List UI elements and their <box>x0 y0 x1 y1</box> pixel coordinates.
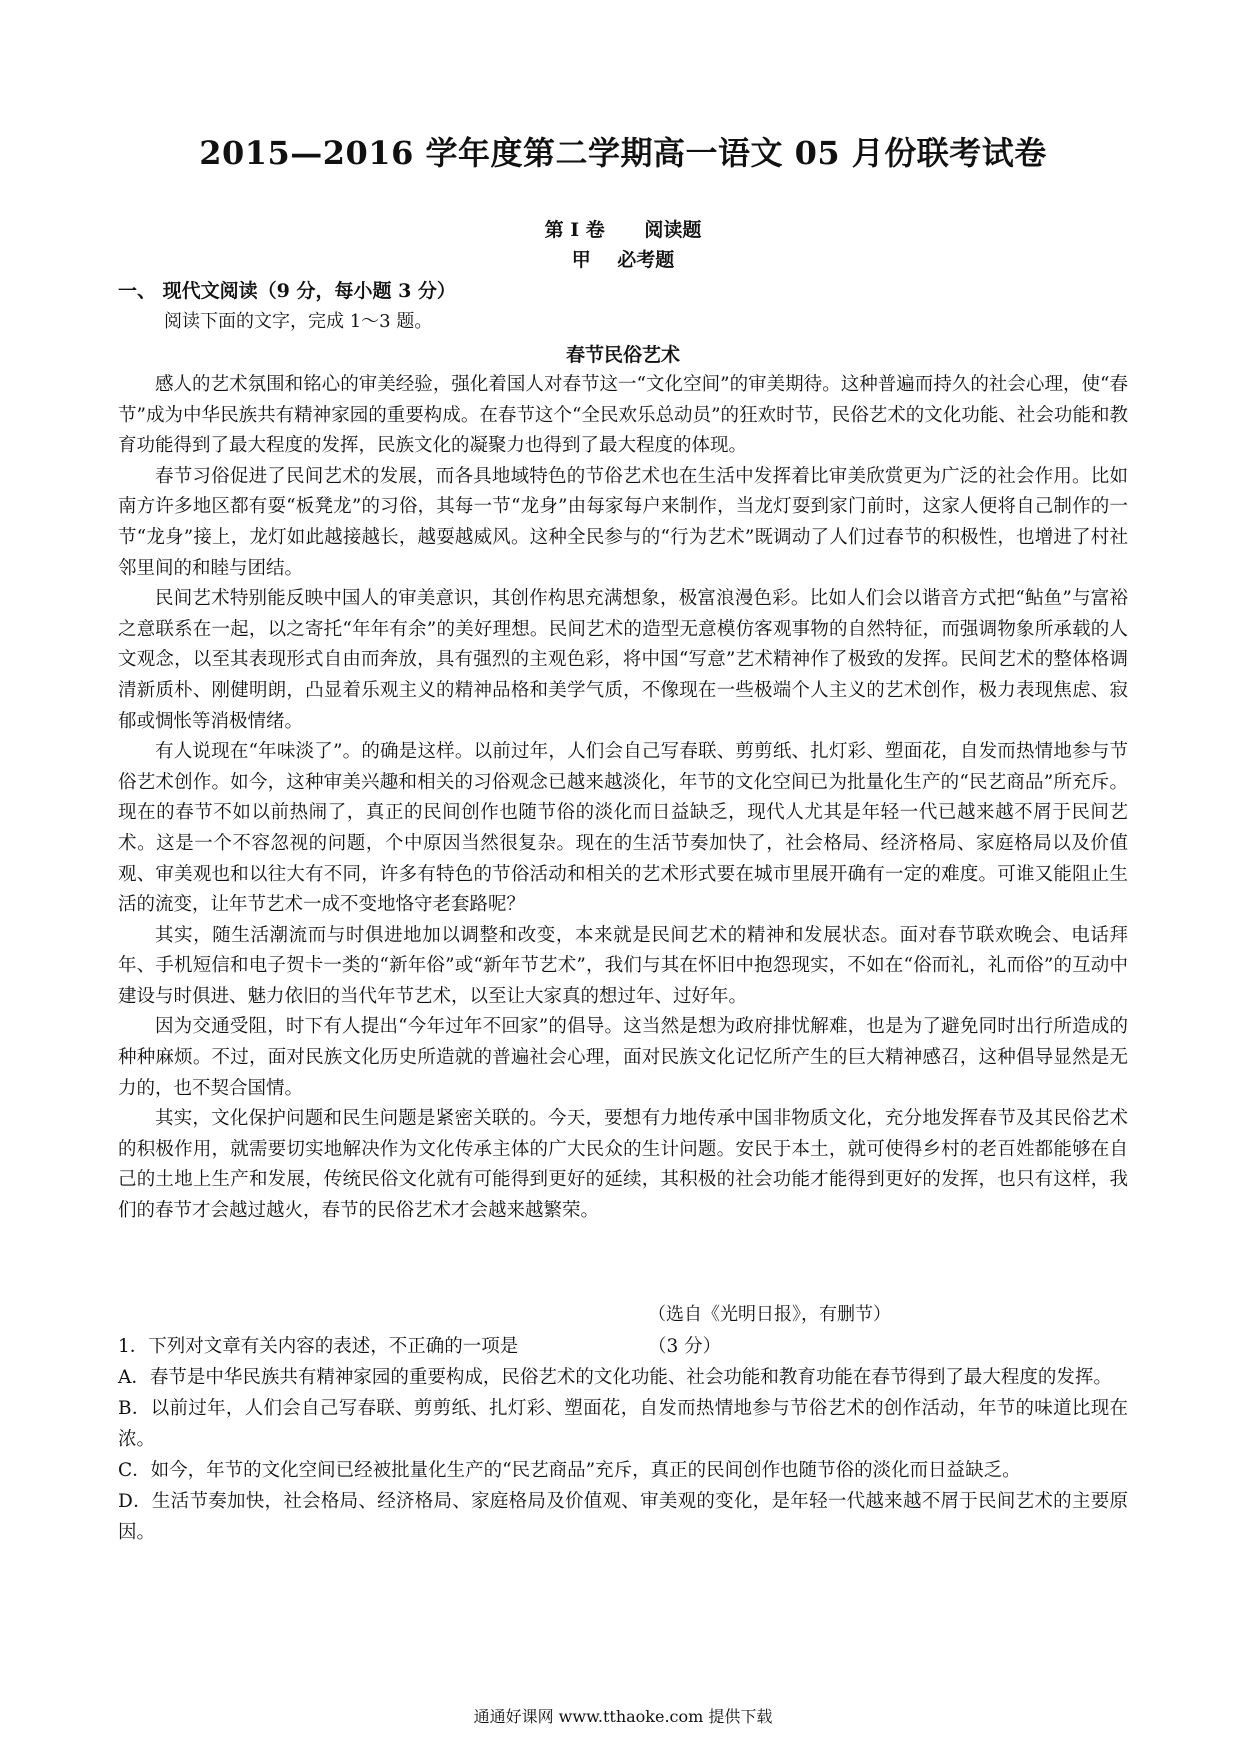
required-section-heading: 甲 必考题 <box>571 249 675 271</box>
reading-instruction: 阅读下面的文字，完成 1～3 题。 <box>164 311 433 332</box>
article-paragraph: 其实，文化保护问题和民生问题是紧密关联的。今天，要想有力地传承中国非物质文化，充分地发挥春节及其民俗艺术的积极作用，就需要切实地解决作为文化传承主体的广大民众的生计问题。安民于本土，就可使得乡村的老百姓都能够在自己的土地上生产和发展，传统民俗文化就有可能得到更好的延续，其积极的社会功能才能得到更好的发挥，也只有这样，我们的春节才会越过越火，春节的民俗艺术才会越来越繁荣。 <box>118 1108 1128 1222</box>
section-heading: 一、 现代文阅读（9 分，每小题 3 分） <box>118 280 456 302</box>
exam-page <box>118 0 1128 1754</box>
option-a: A．春节是中华民族共有精神家园的重要构成，民俗艺术的文化功能、社会功能和教育功能在春节得到了最大程度的发挥。 <box>118 1367 1112 1388</box>
article-paragraph: 因为交通受阻，时下有人提出“今年过年不回家”的倡导。这当然是想为政府排忧解难，也是为了避免同时出行所造成的种种麻烦。不过，面对民族文化历史所造就的普遍社会心理，面对民族文化记忆所产生的巨大精神感召，这种倡导显然是无力的，也不契合国情。 <box>118 1016 1128 1099</box>
option-b: B．以前过年，人们会自己写春联、剪剪纸、扎灯彩、塑面花，自发而热情地参与节俗艺术的创作活动，年节的味道比现在浓。 <box>118 1398 1128 1450</box>
option-d: D．生活节奏加快，社会格局、经济格局、家庭格局及价值观、审美观的变化，是年轻一代越来越不屑于民间艺术的主要原因。 <box>118 1491 1128 1543</box>
question-stem <box>118 1331 1128 1362</box>
option-c: C．如今，年节的文化空间已经被批量化生产的“民艺商品”充斥，真正的民间创作也随节俗的淡化而日益缺乏。 <box>118 1460 1021 1481</box>
question-score: （3 分） <box>648 1336 722 1357</box>
question-1 <box>118 1331 1128 1548</box>
question-text: 1．下列对文章有关内容的表述，不正确的一项是 <box>118 1336 519 1357</box>
article-paragraph: 民间艺术特别能反映中国人的审美意识，其创作构思充满想象，极富浪漫色彩。比如人们会以谐音方式把“鲇鱼”与富裕之意联系在一起，以之寄托“年年有余”的美好理想。民间艺术的造型无意模仿客观事物的自然特征，而强调物象所承载的人文观念，以至其表现形式自由而奔放，具有强烈的主观色彩，将中国“写意”艺术精神作了极致的发挥。民间艺术的整体格调清新质朴、刚健明朗，凸显着乐观主义的精神品格和美学气质，不像现在一些极端个人主义的艺术创作，极力表现焦虑、寂郁或惆怅等消极情绪。 <box>118 588 1128 732</box>
article-title: 春节民俗艺术 <box>565 344 680 366</box>
article-paragraph: 春节习俗促进了民间艺术的发展，而各具地域特色的节俗艺术也在生活中发挥着比审美欣赏更为广泛的社会作用。比如南方许多地区都有耍“板凳龙”的习俗，其每一节“龙身”由每家每户来制作，当龙灯耍到家门前时，这家人便将自己制作的一节“龙身”接上，龙灯如此越接越长，越耍越威风。这种全民参与的“行为艺术”既调动了人们过春节的积极性，也增进了村社邻里间的和睦与团结。 <box>118 465 1128 579</box>
exam-title: 2015—2016 学年度第二学期高一语文 05 月份联考试卷 <box>199 134 1047 172</box>
article-paragraph: 感人的艺术氛围和铭心的审美经验，强化着国人对春节这一“文化空间”的审美期待。这种普遍而持久的社会心理，使“春节”成为中华民族共有精神家园的重要构成。在春节这个“全民欢乐总动员”的狂欢时节，民俗艺术的文化功能、社会功能和教育功能得到了最大程度的发挥，民族文化的凝聚力也得到了最大程度的体现。 <box>118 374 1128 457</box>
article-body <box>118 370 1128 1227</box>
article-paragraph: 有人说现在“年味淡了”。的确是这样。以前过年，人们会自己写春联、剪剪纸、扎灯彩、塑面花，自发而热情地参与节俗艺术创作。如今，这种审美兴趣和相关的习俗观念已越来越淡化，年节的文化空间已为批量化生产的“民艺商品”所充斥。现在的春节不如以前热闹了，真正的民间创作也随节俗的淡化而日益缺乏，现代人尤其是年轻一代已越来越不屑于民间艺术。这是一个不容忽视的问题，个中原因当然很复杂。现在的生活节奏加快了，社会格局、经济格局、家庭格局以及价值观、审美观也和以往大有不同，许多有特色的节俗活动和相关的艺术形式要在城市里展开确有一定的难度。可谁又能阻止生活的流变，让年节艺术一成不变地恪守老套路呢？ <box>118 741 1128 916</box>
article-paragraph: 其实，随生活潮流而与时俱进地加以调整和改变，本来就是民间艺术的精神和发展状态。面对春节联欢晚会、电话拜年、手机短信和电子贺卡一类的“新年俗”或“新年节艺术”，我们与其在怀旧中抱怨现实，不如在“俗而礼，礼而俗”的互动中建设与时俱进、魅力依旧的当代年节艺术，以至让大家真的想过年、过好年。 <box>118 924 1128 1007</box>
page-footer: 通通好课网 www.tthaoke.com 提供下载 <box>473 1707 773 1726</box>
article-source: （选自《光明日报》，有删节） <box>648 1304 891 1325</box>
volume-heading: 第 I 卷 阅读题 <box>544 219 702 241</box>
